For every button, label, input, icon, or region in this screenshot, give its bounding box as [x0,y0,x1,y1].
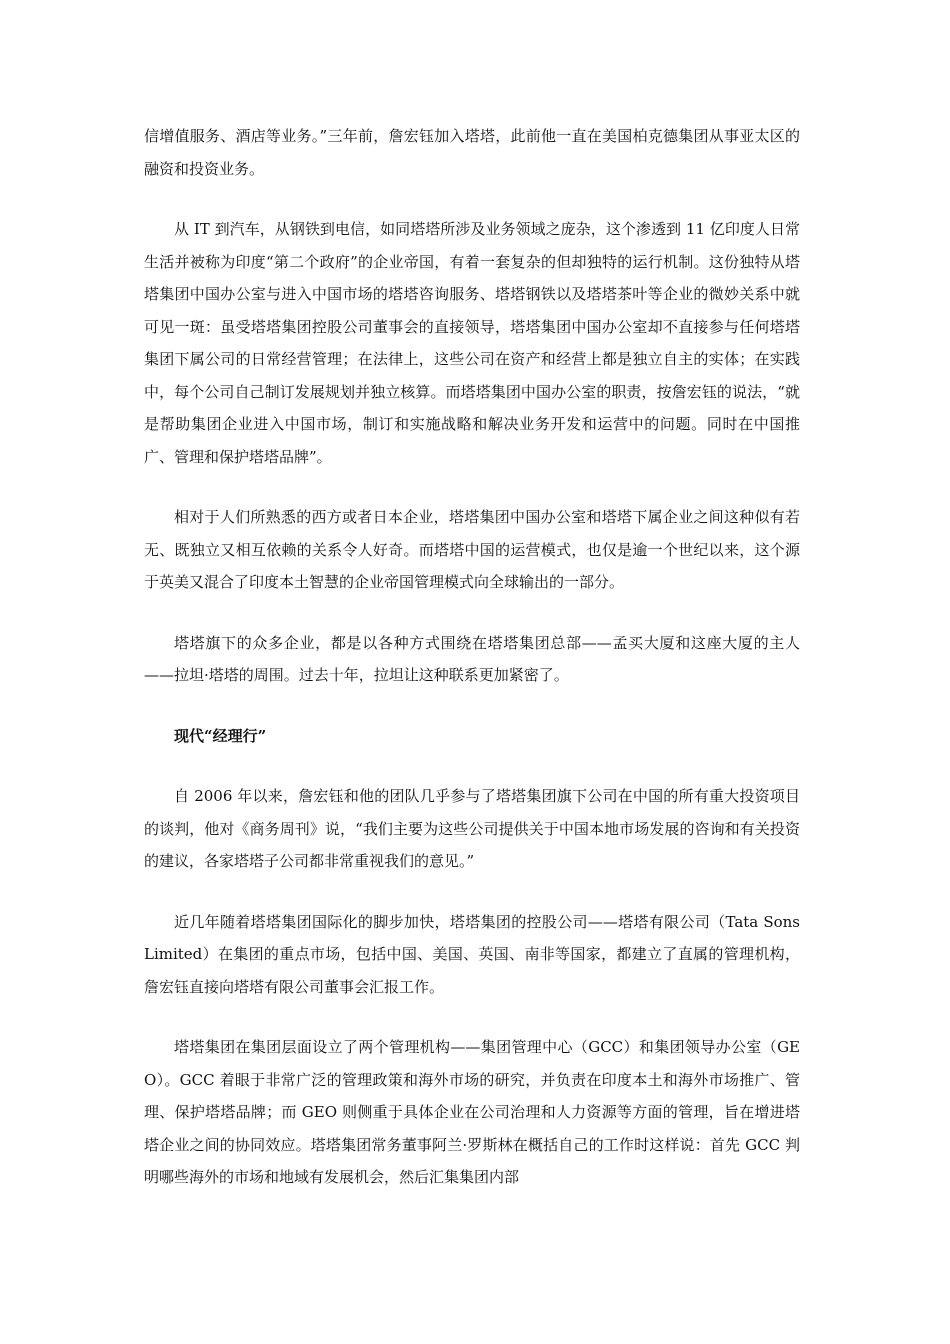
paragraph-2: 从 IT 到汽车，从钢铁到电信，如同塔塔所涉及业务领域之庞杂，这个渗透到 11 亿印度人日常生活并被称为印度“第二个政府”的企业帝国，有着一套复杂的但却独特的运行机制。这份独特从塔塔集团中国办公室与进入中国市场的塔塔咨询服务、塔塔钢铁以及塔塔茶叶等企业的微妙关系中就可见一斑：虽受塔塔集团控股公司董事会的直接领导，塔塔集团中国办公室却不直接参与任何塔塔集团下属公司的日常经营管理；在法律上，这些公司在资产和经营上都是独立自主的实体；在实践中，每个公司自己制订发展规划并独立核算。而塔塔集团中国办公室的职责，按詹宏钰的说法，“就是帮助集团企业进入中国市场，制订和实施战略和解决业务开发和运营中的问题。同时在中国推广、管理和保护塔塔品牌”。 [144,220,800,466]
paragraph-7: 塔塔集团在集团层面设立了两个管理机构——集团管理中心（GCC）和集团领导办公室（GEO）。GCC 着眼于非常广泛的管理政策和海外市场的研究，并负责在印度本土和海外市场推广、管理、保护塔塔品牌；而 GEO 则侧重于具体企业在公司治理和人力资源等方面的管理，旨在增进塔塔企业之间的协同效应。塔塔集团常务董事阿兰·罗斯林在概括自己的工作时这样说：首先 GCC 判明哪些海外的市场和地域有发展机会，然后汇集集团内部 [144,1038,800,1186]
paragraph-5: 自 2006 年以来，詹宏钰和他的团队几乎参与了塔塔集团旗下公司在中国的所有重大投资项目的谈判，他对《商务周刊》说，“我们主要为这些公司提供关于中国本地市场发展的咨询和有关投资的建议，各家塔塔子公司都非常重视我们的意见。” [144,787,800,870]
section-heading: 现代“经理行” [174,726,267,745]
paragraph-4: 塔塔旗下的众多企业，都是以各种方式围绕在塔塔集团总部——孟买大厦和这座大厦的主人——拉坦·塔塔的周围。过去十年，拉坦让这种联系更加紧密了。 [144,633,800,684]
document-body [144,120,800,1222]
paragraph-1: 信增值服务、酒店等业务。”三年前，詹宏钰加入塔塔，此前他一直在美国柏克德集团从事亚太区的融资和投资业务。 [144,127,800,178]
paragraph-3: 相对于人们所熟悉的西方或者日本企业，塔塔集团中国办公室和塔塔下属企业之间这种似有若无、既独立又相互依赖的关系令人好奇。而塔塔中国的运营模式，也仅是逾一个世纪以来，这个源于英美又混合了印度本土智慧的企业帝国管理模式向全球输出的一部分。 [144,508,800,591]
paragraph-6: 近几年随着塔塔集团国际化的脚步加快，塔塔集团的控股公司——塔塔有限公司（Tata Sons Limited）在集团的重点市场，包括中国、美国、英国、南非等国家，都建立了直属的管理机构，詹宏钰直接向塔塔有限公司董事会汇报工作。 [144,912,800,996]
